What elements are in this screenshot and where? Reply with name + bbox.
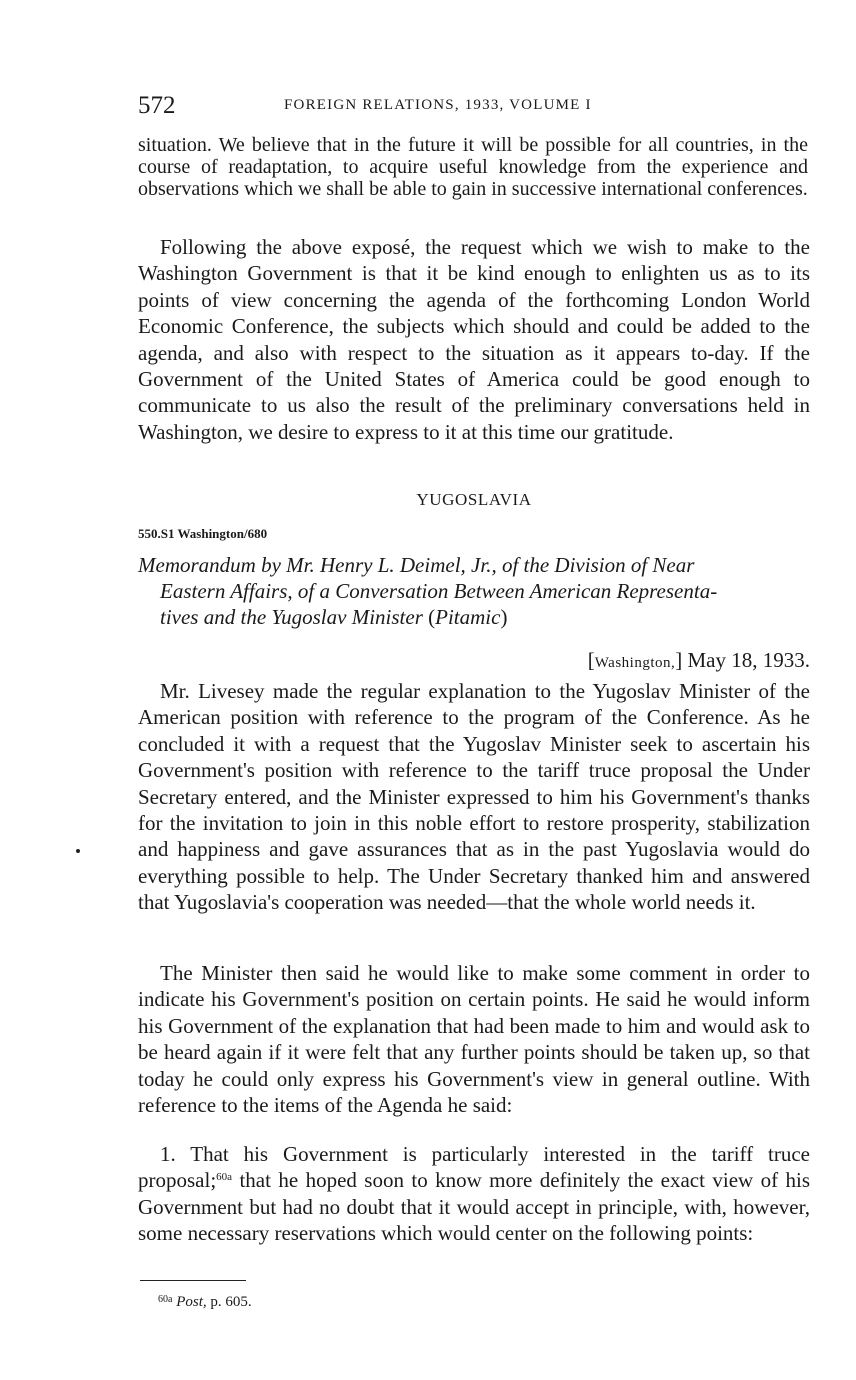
paragraph-minister: The Minister then said he would like to make some comment in order to indicate his Government's position on certain points. He said he would inform his Government of the explanation that had been made to him and would ask to be heard again if it were felt that any further points should be taken up, so that today he could only express his Government's view in general outline. With reference to the items of the Agenda he said: <box>138 961 810 1118</box>
page-header <box>138 92 810 122</box>
dateline-date: May 18, 1933. <box>682 648 810 672</box>
dateline-bracket-close: ] <box>675 648 683 672</box>
running-head: FOREIGN RELATIONS, 1933, VOLUME I <box>284 97 592 113</box>
dateline-place: Washington, <box>594 655 676 671</box>
memo-title-line-3-text: tives and the Yugoslav Minister <box>160 605 423 629</box>
memo-title-paren-open: ( <box>422 605 436 629</box>
memo-title-paren-close: ) <box>500 605 508 629</box>
paragraph-item-1 <box>138 1141 810 1247</box>
paragraph-continuation: situation. We believe that in the future it will be possible for all countries, in the course of readaptation, to acquire useful knowledge from the experience and observations which we shall be able to gain in successive international conferences. <box>138 134 808 200</box>
footnote-rule <box>140 1280 246 1281</box>
item-1-text-after: that he hoped soon to know more definitely the exact view of his Government but had no doubt that it would accept in principle, with, however, some necessary reservations which would center on the following points: <box>138 1168 810 1246</box>
dateline <box>138 648 810 673</box>
paragraph-livesey: Mr. Livesey made the regular explanation to the Yugoslav Minister of the American position with reference to the program of the Conference. As he concluded it with a request that the Yugoslav Minister seek to ascertain his Government's position with reference to the tariff truce proposal the Under Secretary entered, and the Minister expressed to him his Government's thanks for the invitation to join in this noble effort to restore prosperity, stabilization and happiness and gave assurances that as in the past Yugoslavia would do everything possible to help. The Under Secretary thanked him and answered that Yugoslavia's cooperation was needed—that the whole world needs it. <box>138 679 810 915</box>
dateline-bracket-open: [ <box>587 648 595 672</box>
margin-mark <box>76 849 80 853</box>
footnote-ref: Post, <box>176 1294 207 1310</box>
footnote <box>158 1294 252 1311</box>
page-number: 572 <box>138 92 176 119</box>
file-reference: 550.S1 Washington/680 <box>138 526 268 541</box>
item-1-text-before: 1. That his Government is particularly interested in the tariff truce proposal; <box>138 1142 810 1193</box>
footnote-text: p. 605. <box>206 1294 252 1310</box>
memo-title-line-3 <box>138 604 810 630</box>
paragraph-request: Following the above exposé, the request which we wish to make to the Washington Government is that it be kind enough to enlighten us as to its points of view concerning the agenda of the forthcoming London World Economic Conference, the subjects which should and could be added to the agenda, and also with respect to the situation as it appears to-day. If the Government of the United States of America could be good enough to communicate to us also the result of the preliminary conversations held in Washington, we desire to express to it at this time our gratitude. <box>138 235 810 444</box>
memo-title-line-2: Eastern Affairs, of a Conversation Between American Representa- <box>160 579 718 603</box>
section-title: YUGOSLAVIA <box>416 490 532 509</box>
memo-title-line-1: Memorandum by Mr. Henry L. Deimel, Jr., of the Division of Near <box>138 553 695 577</box>
footnote-reference: 60a <box>216 1171 233 1184</box>
memo-title <box>138 552 810 630</box>
footnote-marker: 60a <box>158 1294 173 1305</box>
memo-title-minister-name: Pitamic <box>435 605 501 629</box>
